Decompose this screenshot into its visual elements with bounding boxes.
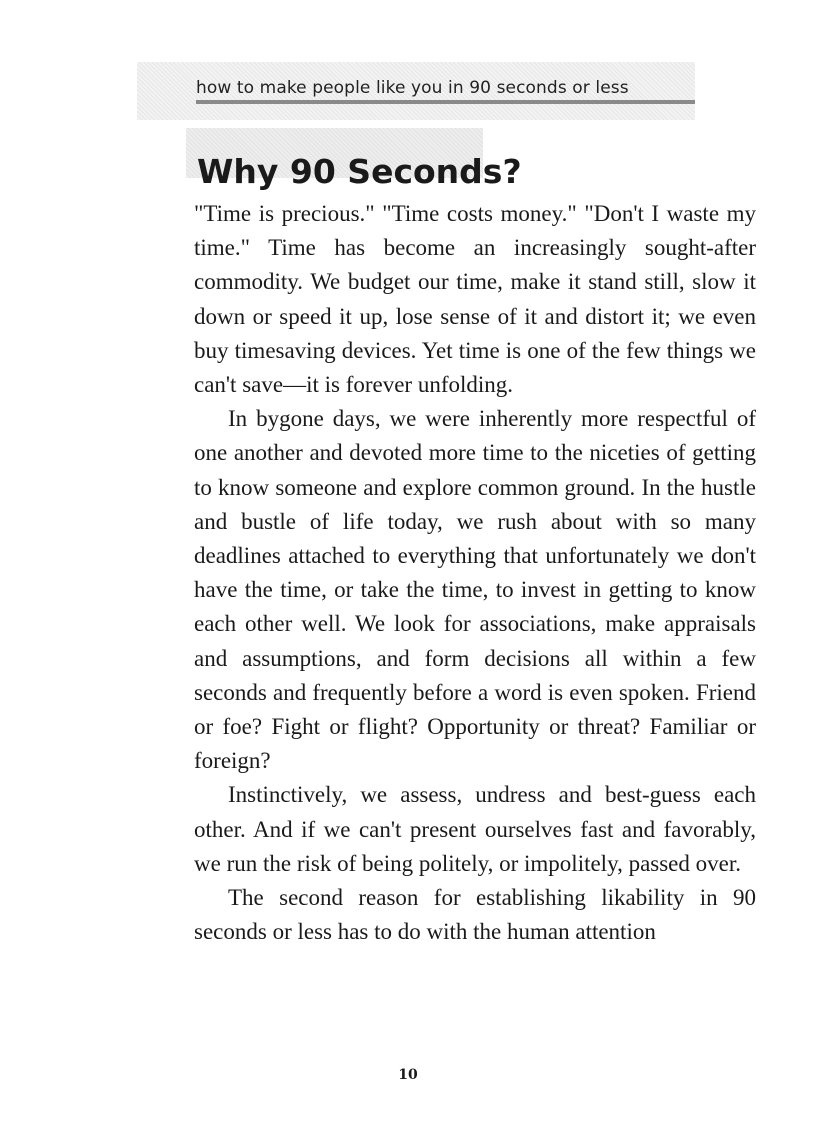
- header-rule: [196, 100, 695, 104]
- body-text: [194, 197, 756, 949]
- paragraph: In bygone days, we were inherently more respectful of one another and devoted more time to the niceties of getting to know someone and explore common ground. In the hustle and bustle of life today, we rush about with so many deadlines attached to everything that unfortunately we don't have the time, or take the time, to invest in getting to know each other well. We look for associations, make appraisals and assumptions, and form decisions all within a few seconds and frequently before a word is even spoken. Friend or foe? Fight or flight? Opportunity or threat? Familiar or foreign?: [194, 406, 756, 774]
- paragraph: "Time is precious." "Time costs money." "Don't I waste my time." Time has become an increasingly sought-after commodity. We budget our time, make it stand still, slow it down or speed it up, lose sense of it and distort it; we even buy timesaving devices. Yet time is one of the few things we can't save—it is forever unfolding.: [194, 201, 756, 398]
- chapter-title: Why 90 Seconds?: [197, 152, 522, 192]
- page-number: 10: [398, 1067, 418, 1083]
- paragraph: The second reason for establishing likability in 90 seconds or less has to do with the human attention: [194, 885, 756, 945]
- paragraph: Instinctively, we assess, undress and best-guess each other. And if we can't present ourselves fast and favorably, we run the risk of being politely, or impolitely, passed over.: [194, 782, 756, 876]
- running-header-title: how to make people like you in 90 seconds or less: [196, 78, 629, 98]
- running-header: [137, 62, 695, 120]
- chapter-title-banner: [186, 128, 522, 192]
